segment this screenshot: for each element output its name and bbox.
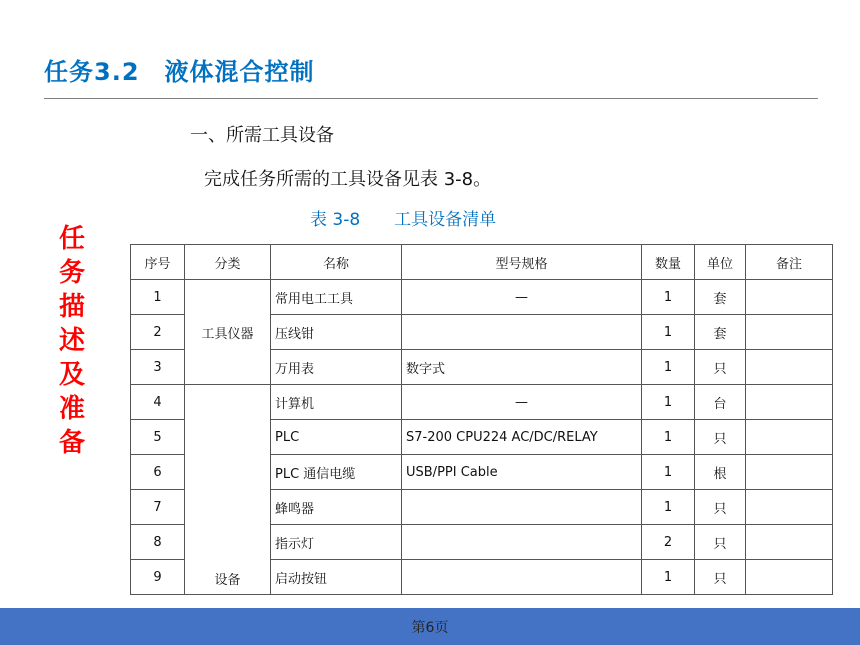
cell-name: 蜂鸣器	[271, 490, 402, 525]
header-unit: 单位	[695, 245, 746, 280]
cell-spec: —	[402, 385, 642, 420]
cell-spec: S7-200 CPU224 AC/DC/RELAY	[402, 420, 642, 455]
tools-table	[130, 244, 833, 595]
cell-qty: 1	[642, 560, 695, 595]
side-label-char: 务	[58, 258, 85, 288]
cell-unit: 套	[695, 315, 746, 350]
cell-unit: 只	[695, 350, 746, 385]
cell-note	[746, 385, 833, 420]
cell-note	[746, 525, 833, 560]
cell-qty: 2	[642, 525, 695, 560]
cell-qty: 1	[642, 280, 695, 315]
cell-qty: 1	[642, 385, 695, 420]
cell-qty: 1	[642, 350, 695, 385]
cell-no: 7	[131, 490, 185, 525]
cell-unit: 套	[695, 280, 746, 315]
side-label	[52, 222, 92, 460]
header-qty: 数量	[642, 245, 695, 280]
cell-name: 指示灯	[271, 525, 402, 560]
cell-no: 9	[131, 560, 185, 595]
cell-spec: 数字式	[402, 350, 642, 385]
cell-name: 计算机	[271, 385, 402, 420]
cell-qty: 1	[642, 420, 695, 455]
cell-qty: 1	[642, 315, 695, 350]
side-label-char: 准	[58, 394, 85, 424]
cell-no: 3	[131, 350, 185, 385]
table-header-row	[131, 245, 833, 280]
header-name: 名称	[271, 245, 402, 280]
cell-category: 工具仪器	[185, 280, 271, 385]
header-note: 备注	[746, 245, 833, 280]
table-row	[131, 385, 833, 420]
cell-qty: 1	[642, 455, 695, 490]
side-label-char: 描	[58, 292, 85, 322]
cell-unit: 只	[695, 560, 746, 595]
cell-note	[746, 315, 833, 350]
cell-spec: —	[402, 280, 642, 315]
cell-unit: 台	[695, 385, 746, 420]
cell-unit: 根	[695, 455, 746, 490]
cell-qty: 1	[642, 490, 695, 525]
cell-note	[746, 350, 833, 385]
cell-spec	[402, 315, 642, 350]
cell-no: 4	[131, 385, 185, 420]
cell-spec: USB/PPI Cable	[402, 455, 642, 490]
cell-spec	[402, 525, 642, 560]
side-label-char: 及	[58, 360, 85, 390]
table-row	[131, 280, 833, 315]
cell-note	[746, 420, 833, 455]
title-divider	[44, 98, 818, 99]
header-spec: 型号规格	[402, 245, 642, 280]
cell-unit: 只	[695, 525, 746, 560]
slide-title: 任务3.2 液体混合控制	[44, 58, 315, 86]
header-no: 序号	[131, 245, 185, 280]
cell-no: 5	[131, 420, 185, 455]
cell-name: 压线钳	[271, 315, 402, 350]
cell-name: PLC 通信电缆	[271, 455, 402, 490]
side-label-char: 述	[58, 326, 85, 356]
table-caption: 表 3-8 工具设备清单	[310, 210, 497, 230]
cell-name: 常用电工工具	[271, 280, 402, 315]
cell-unit: 只	[695, 490, 746, 525]
cell-name: 万用表	[271, 350, 402, 385]
cell-spec	[402, 560, 642, 595]
cell-category: 设备	[185, 385, 271, 595]
section-heading: 一、所需工具设备	[190, 125, 334, 146]
side-label-char: 备	[58, 428, 85, 458]
cell-no: 6	[131, 455, 185, 490]
cell-note	[746, 490, 833, 525]
cell-unit: 只	[695, 420, 746, 455]
cell-no: 1	[131, 280, 185, 315]
footer-bar	[0, 608, 860, 645]
header-category: 分类	[185, 245, 271, 280]
page-number: 第6页	[411, 619, 449, 636]
cell-note	[746, 280, 833, 315]
cell-name: PLC	[271, 420, 402, 455]
cell-note	[746, 560, 833, 595]
cell-spec	[402, 490, 642, 525]
cell-note	[746, 455, 833, 490]
cell-no: 8	[131, 525, 185, 560]
cell-no: 2	[131, 315, 185, 350]
side-label-char: 任	[58, 224, 85, 254]
intro-text: 完成任务所需的工具设备见表 3-8。	[204, 169, 492, 190]
cell-name: 启动按钮	[271, 560, 402, 595]
